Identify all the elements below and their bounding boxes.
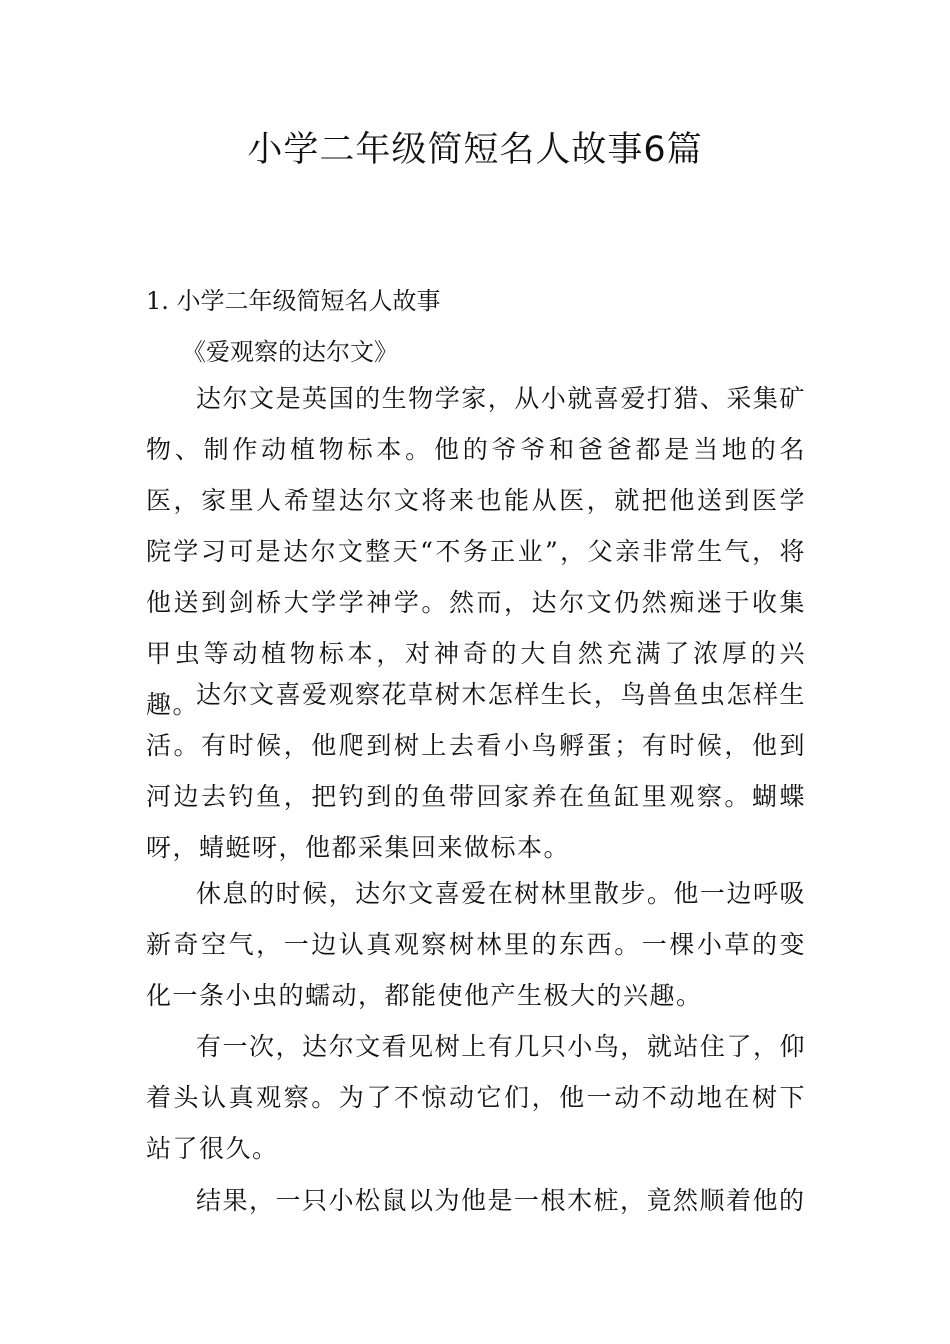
section-heading: 1. 小学二年级简短名人故事: [146, 287, 441, 315]
story-title: 《爱观察的达尔文》: [182, 338, 398, 366]
paragraph: 达尔文是英国的生物学家，从小就喜爱打猎、采集矿物、制作动植物标本。他的爷爷和爸爸都是当地的名医，家里人希望达尔文将来也能从医，就把他送到医学院学习可是达尔文整天“不务正业”，父亲非常生气，将他送到剑桥大学学神学。然而，达尔文仍然痴迷于收集甲虫等动植物标本，对神奇的大自然充满了浓厚的兴趣。: [146, 384, 806, 719]
document-title: 小学二年级简短名人故事6篇: [247, 130, 703, 170]
paragraph: 达尔文喜爱观察花草树木怎样生长，鸟兽鱼虫怎样生活。有时候，他爬到树上去看小鸟孵蛋；有时候，他到河边去钓鱼，把钓到的鱼带回家养在鱼缸里观察。蝴蝶呀，蜻蜓呀，他都采集回来做标本。: [146, 680, 806, 862]
paragraph: 有一次，达尔文看见树上有几只小鸟，就站住了，仰着头认真观察。为了不惊动它们，他一动不动地在树下站了很久。: [146, 1032, 806, 1163]
paragraph: 结果，一只小松鼠以为他是一根木桩，竟然顺着他的: [196, 1186, 806, 1215]
paragraph: 休息的时候，达尔文喜爱在树林里散步。他一边呼吸新奇空气，一边认真观察树林里的东西。一棵小草的变化一条小虫的蠕动，都能使他产生极大的兴趣。: [146, 879, 806, 1010]
